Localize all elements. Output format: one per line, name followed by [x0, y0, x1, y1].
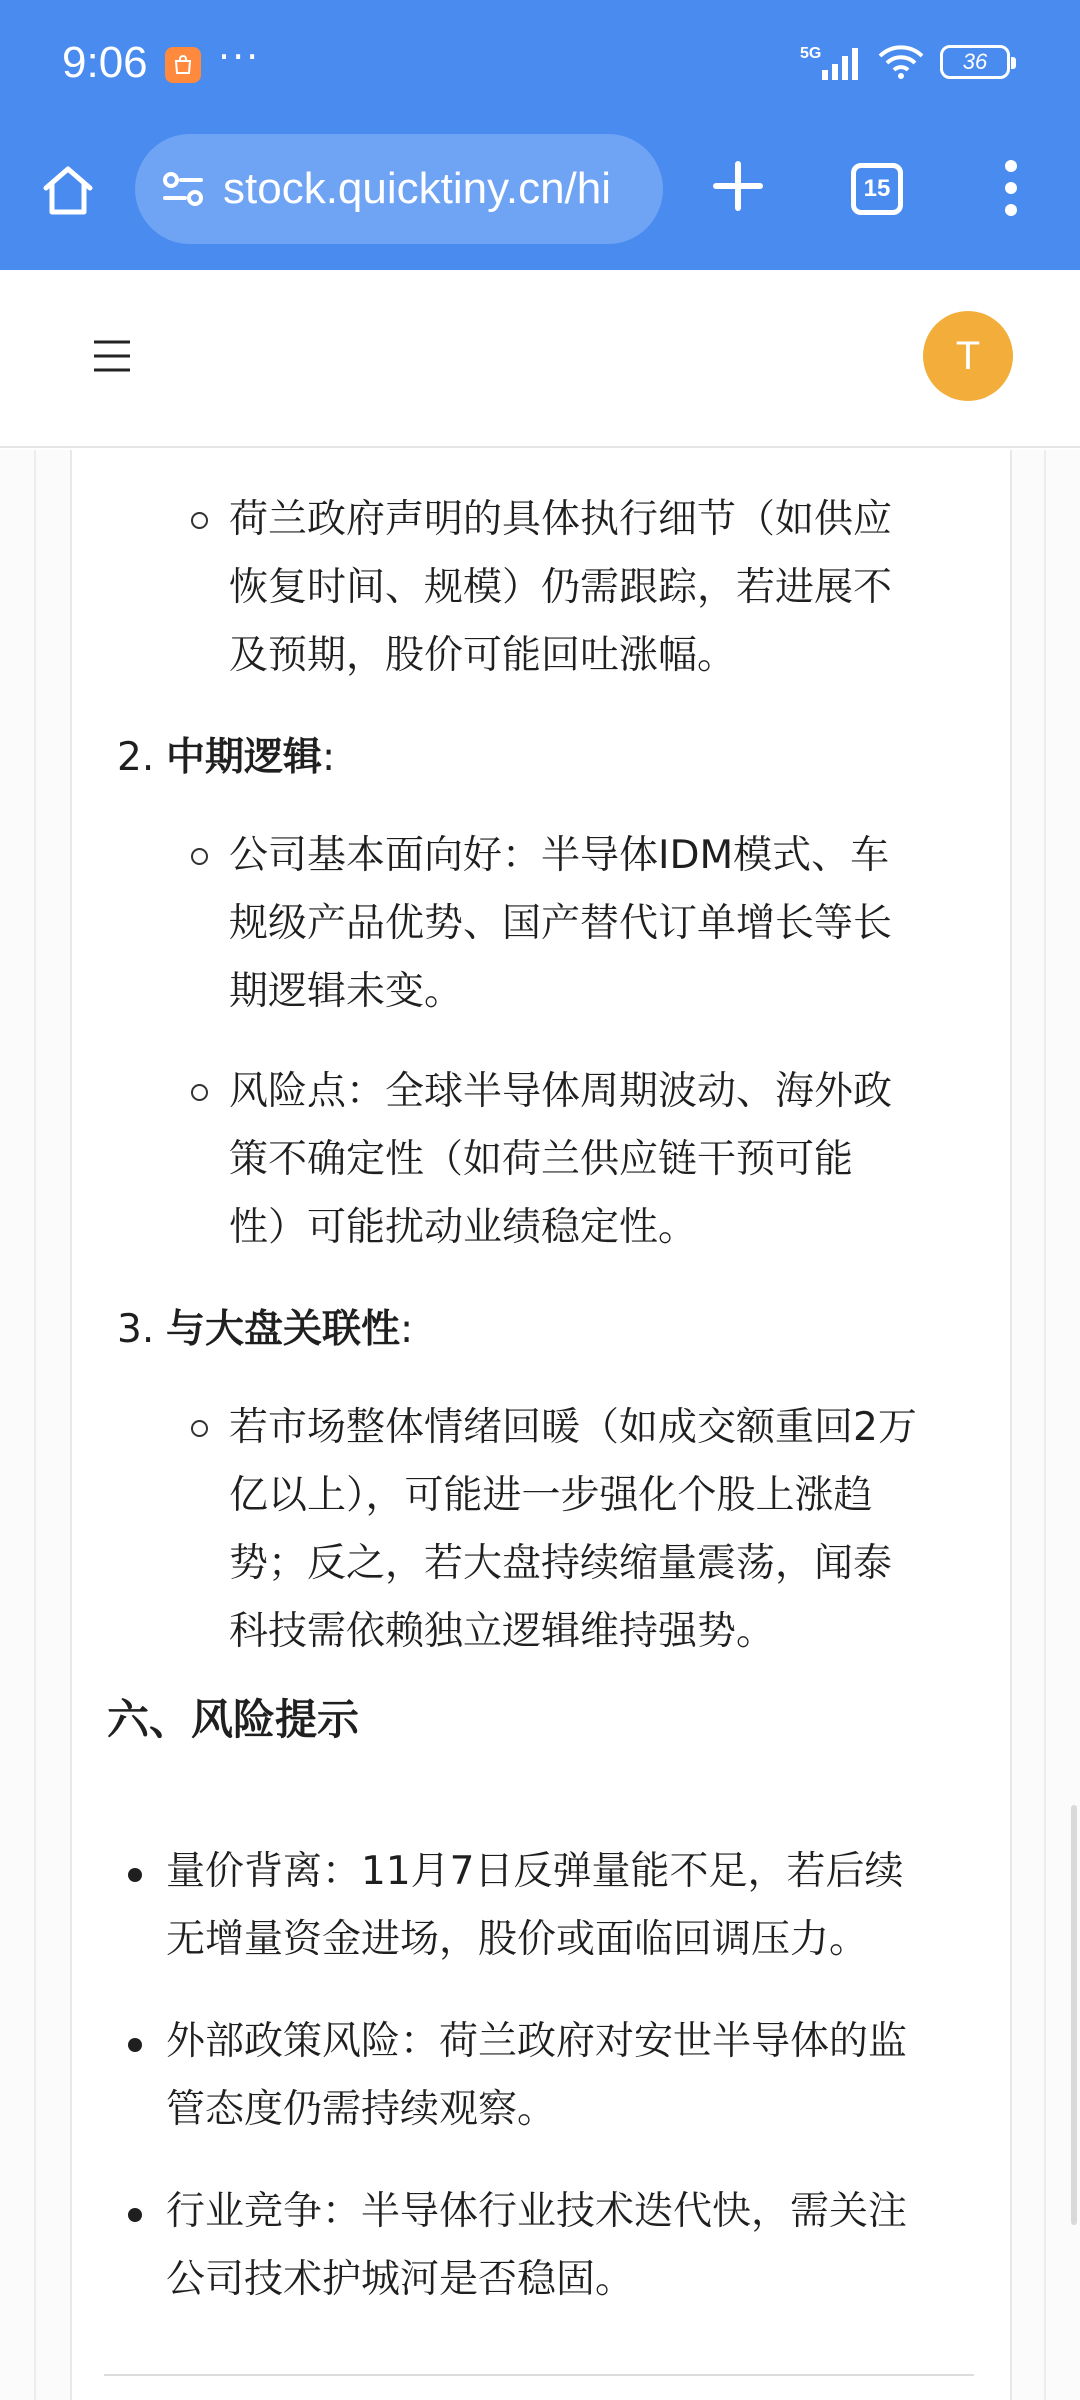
battery-icon [940, 45, 1010, 79]
tab-count: 15 [863, 175, 891, 202]
bullet-marker [128, 2208, 142, 2222]
list-item: 若市场整体情绪回暖（如成交额重回2万 亿以上），可能进一步强化个股上涨趋 势；反之，若大盘持续缩量震荡，闻泰 科技需依赖独立逻辑维持强势。 [229, 1405, 917, 1654]
battery-level: 36 [962, 49, 988, 74]
sub-bullet-marker [191, 512, 208, 529]
scrollbar-thumb[interactable] [1071, 1805, 1077, 2225]
list-item: 公司基本面向好：半导体IDM模式、车 规级产品优势、国产替代订单增长等长 期逻辑未变。 [229, 833, 893, 1014]
avatar-letter: T [955, 333, 981, 378]
list-item: 行业竞争：半导体行业技术迭代快，需关注 公司技术护城河是否稳固。 [166, 2189, 908, 2302]
tab-switcher-button[interactable] [851, 163, 903, 215]
list-heading-colon: : [322, 735, 336, 780]
page-header [0, 270, 1080, 448]
list-heading-title: 中期逻辑 [166, 735, 323, 780]
list-heading [166, 724, 335, 792]
list-number: 2. [117, 735, 155, 780]
bullet-marker [128, 1868, 142, 1882]
more-options-icon[interactable] [996, 156, 1026, 220]
section-heading: 六、风险提示 [107, 1695, 360, 1744]
status-time: 9:06 [62, 38, 148, 87]
more-notifications-icon: ··· [218, 35, 261, 79]
status-indicators [800, 42, 1010, 82]
sub-bullet-marker [191, 848, 208, 865]
section-divider [104, 2374, 974, 2376]
hamburger-menu-icon[interactable] [92, 336, 132, 376]
wifi-icon [876, 42, 926, 82]
sub-bullet-marker [191, 1420, 208, 1437]
list-heading-title: 与大盘关联性 [166, 1307, 401, 1352]
site-settings-icon[interactable] [157, 163, 209, 215]
list-item: 量价背离：11月7日反弹量能不足，若后续 无增量资金进场，股价或面临回调压力。 [166, 1849, 904, 1962]
list-number: 3. [117, 1307, 155, 1352]
browser-toolbar [0, 130, 1080, 270]
status-bar [0, 0, 1080, 130]
outer-border-right [1044, 450, 1046, 2400]
user-avatar[interactable] [923, 311, 1013, 401]
shopping-bag-icon [165, 47, 201, 83]
bullet-marker [128, 2038, 142, 2052]
sub-bullet-marker [191, 1084, 208, 1101]
list-item: 外部政策风险：荷兰政府对安世半导体的监 管态度仍需持续观察。 [166, 2019, 908, 2132]
article-viewport[interactable] [0, 450, 1080, 2400]
new-tab-icon[interactable] [708, 156, 768, 216]
list-item: 风险点：全球半导体周期波动、海外政 策不确定性（如荷兰供应链干预可能 性）可能扰动业绩稳定性。 [229, 1069, 893, 1250]
list-heading-colon: : [400, 1307, 414, 1352]
network-type-label: 5G [800, 45, 822, 62]
list-item: 荷兰政府声明的具体执行细节（如供应 恢复时间、规模）仍需跟踪，若进展不 及预期，股价可能回吐涨幅。 [229, 497, 893, 678]
list-heading [166, 1296, 413, 1364]
outer-border-left [34, 450, 36, 2400]
address-bar[interactable] [135, 134, 663, 244]
home-icon[interactable] [38, 160, 98, 220]
cellular-signal-icon [800, 42, 862, 82]
url-text[interactable]: stock.quicktiny.cn/hi [223, 164, 612, 213]
